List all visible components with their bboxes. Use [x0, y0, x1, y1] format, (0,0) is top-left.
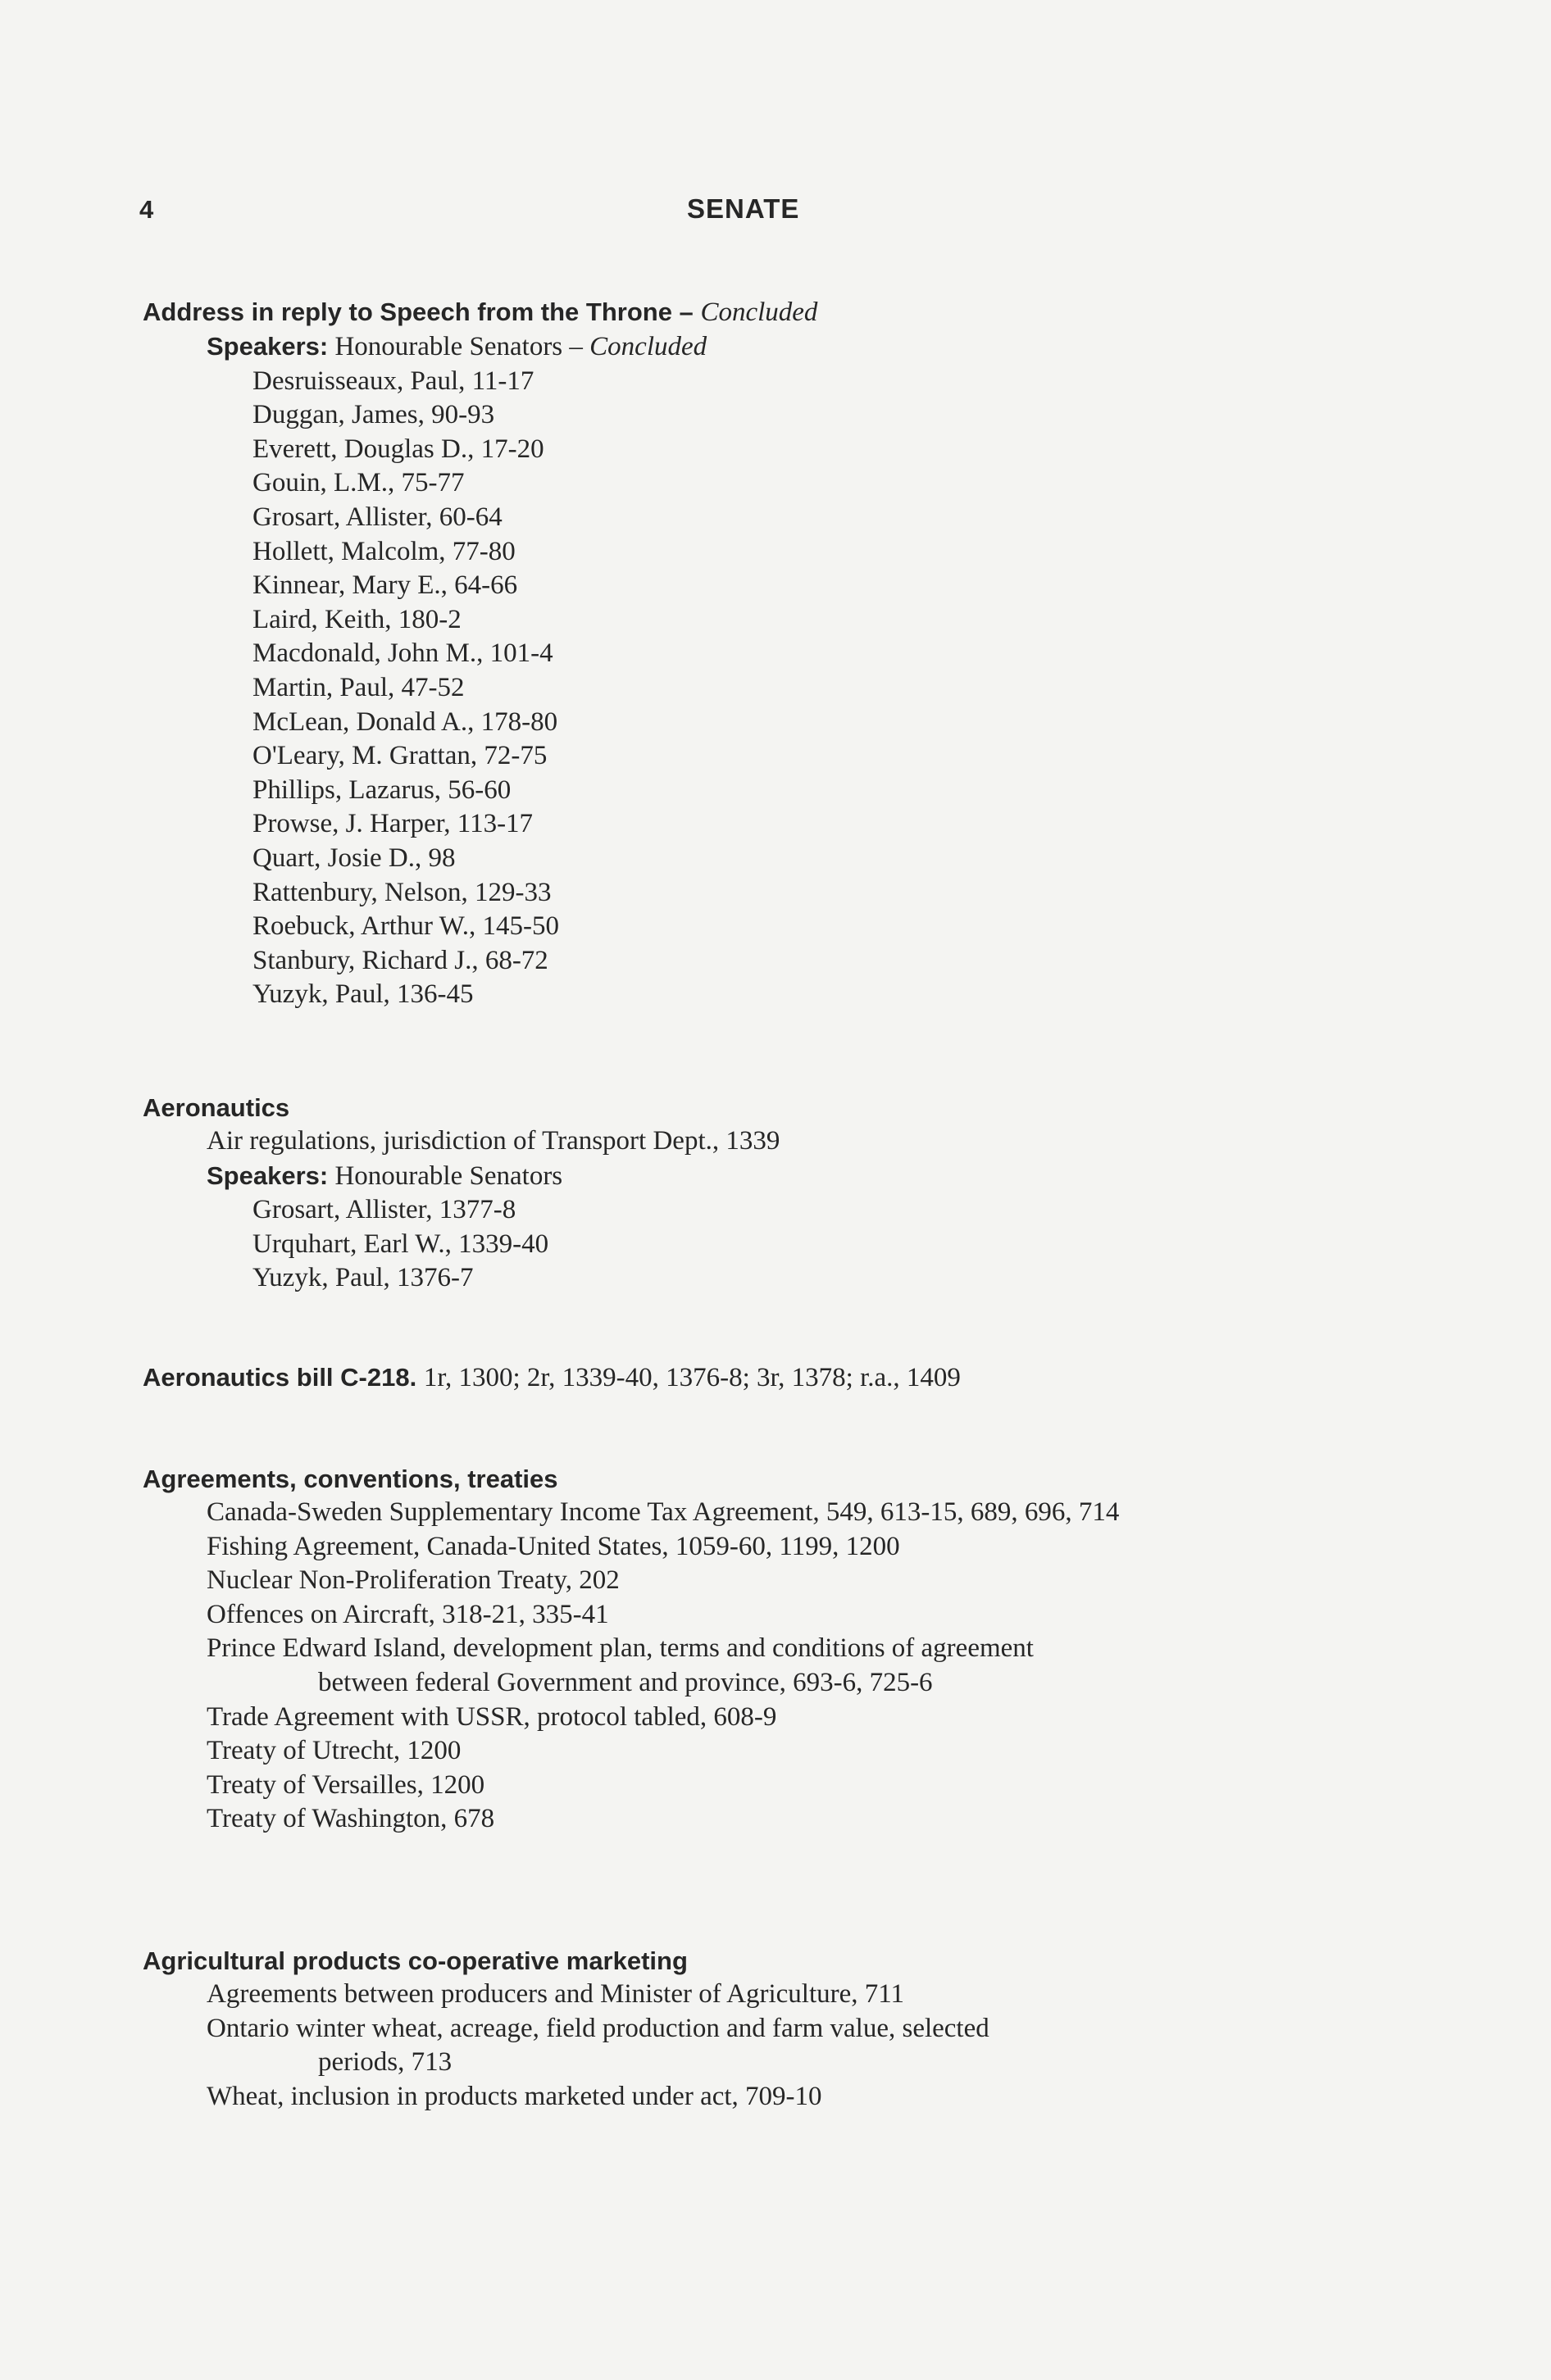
section-heading	[143, 1360, 961, 1395]
speaker-entry: Quart, Josie D., 98	[252, 843, 456, 873]
speakers-line	[143, 329, 817, 365]
section-heading: Agreements, conventions, treaties	[143, 1465, 558, 1493]
speakers-text: Honourable Senators –	[334, 332, 583, 361]
speaker-entry: Laird, Keith, 180-2	[252, 604, 462, 634]
entry-line: Air regulations, jurisdiction of Transport Dept., 1339	[207, 1126, 780, 1156]
speakers-suffix: Concluded	[589, 332, 707, 361]
speaker-entry: Yuzyk, Paul, 1376-7	[252, 1263, 474, 1293]
speaker-entry: Stanbury, Richard J., 68-72	[252, 945, 548, 975]
speaker-entry: Roebuck, Arthur W., 145-50	[252, 911, 559, 942]
entry-line: Trade Agreement with USSR, protocol tabled, 608-9	[207, 1701, 777, 1732]
heading-suffix: Concluded	[700, 298, 818, 327]
heading-text: Address in reply to Speech from the Throne –	[143, 298, 694, 326]
speaker-entry: Yuzyk, Paul, 136-45	[252, 979, 474, 1010]
section-aeronautics-bill	[143, 1360, 961, 1395]
speaker-entry: O'Leary, M. Grattan, 72-75	[252, 741, 548, 771]
section-heading: Agricultural products co-operative marketing	[143, 1946, 688, 1975]
speaker-entry: Macdonald, John M., 101-4	[252, 638, 553, 669]
section-heading	[143, 295, 817, 329]
speaker-entry: Kinnear, Mary E., 64-66	[252, 570, 518, 601]
speaker-entry: Everett, Douglas D., 17-20	[252, 434, 544, 464]
entry-continuation: periods, 713	[318, 2047, 453, 2078]
speakers-label: Speakers:	[207, 1160, 329, 1190]
speaker-entry: Duggan, James, 90-93	[252, 400, 495, 430]
speaker-entry: Grosart, Allister, 1377-8	[252, 1195, 516, 1225]
section-agreements	[143, 1462, 1119, 1837]
entry-line: Offences on Aircraft, 318-21, 335-41	[207, 1599, 609, 1629]
speaker-entry: Phillips, Lazarus, 56-60	[252, 774, 512, 805]
section-address-in-reply	[143, 295, 817, 1012]
speaker-entry: Urquhart, Earl W., 1339-40	[252, 1229, 549, 1259]
entry-line: Wheat, inclusion in products marketed under act, 709-10	[207, 2081, 822, 2111]
speakers-text: Honourable Senators	[334, 1160, 563, 1191]
entry-line: Agreements between producers and Minister of Agriculture, 711	[207, 1979, 905, 2009]
entry-line: Treaty of Utrecht, 1200	[207, 1736, 462, 1766]
section-aeronautics	[143, 1091, 780, 1296]
speaker-entry: Grosart, Allister, 60-64	[252, 502, 503, 532]
entry-line: Canada-Sweden Supplementary Income Tax Agreement, 549, 613-15, 689, 696, 714	[207, 1497, 1120, 1527]
section-heading: Aeronautics	[143, 1093, 290, 1122]
speakers-line	[143, 1159, 780, 1194]
bill-pages: 1r, 1300; 2r, 1339-40, 1376-8; 3r, 1378; r.a., 1409	[423, 1363, 961, 1392]
speaker-entry: Martin, Paul, 47-52	[252, 672, 465, 702]
entry-line: Prince Edward Island, development plan, terms and conditions of agreement	[207, 1633, 1034, 1664]
speaker-entry: McLean, Donald A., 178-80	[252, 706, 558, 737]
entry-continuation: between federal Government and province, 693-6, 725-6	[318, 1667, 933, 1697]
entry-line: Nuclear Non-Proliferation Treaty, 202	[207, 1565, 620, 1596]
speaker-entry: Desruisseaux, Paul, 11-17	[252, 366, 534, 396]
entry-line: Treaty of Versailles, 1200	[207, 1769, 485, 1800]
entry-line: Ontario winter wheat, acreage, field production and farm value, selected	[207, 2013, 989, 2043]
page-number: 4	[139, 195, 154, 224]
section-agricultural-products	[143, 1944, 989, 2114]
entry-line: Fishing Agreement, Canada-United States, 1059-60, 1199, 1200	[207, 1531, 900, 1561]
entry-line: Treaty of Washington, 678	[207, 1804, 495, 1834]
speakers-label: Speakers:	[207, 332, 329, 361]
heading-text: Aeronautics bill C-218.	[143, 1363, 417, 1392]
page-title: SENATE	[687, 193, 800, 224]
speaker-entry: Rattenbury, Nelson, 129-33	[252, 877, 552, 907]
speaker-entry: Gouin, L.M., 75-77	[252, 468, 465, 498]
speaker-entry: Prowse, J. Harper, 113-17	[252, 809, 534, 839]
speaker-entry: Hollett, Malcolm, 77-80	[252, 536, 516, 566]
